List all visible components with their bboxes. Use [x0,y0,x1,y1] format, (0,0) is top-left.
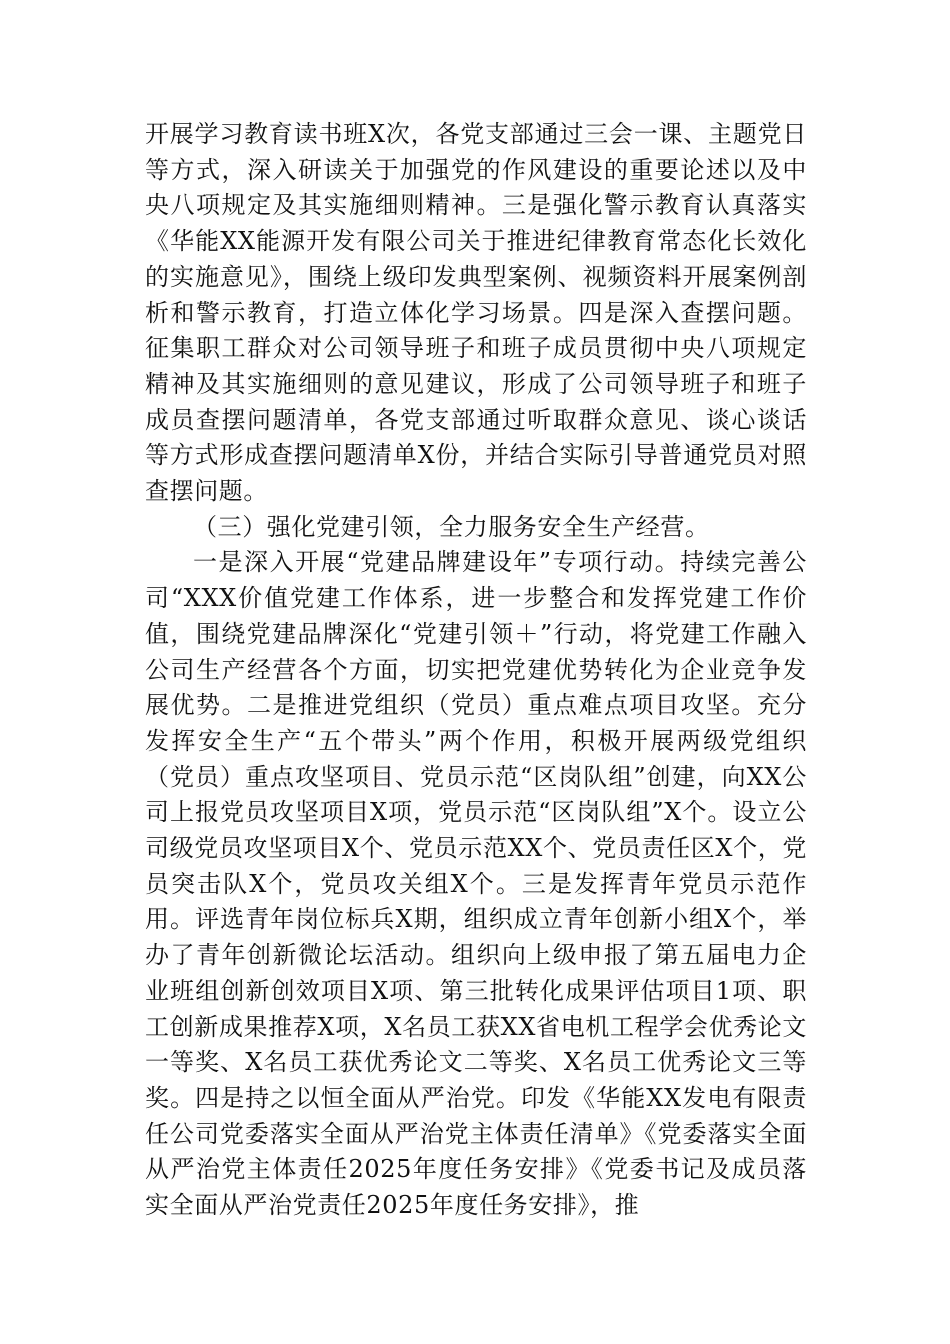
paragraph-continuation: 开展学习教育读书班X次，各党支部通过三会一课、主题党日等方式，深入研读关于加强党的作风建设的重要论述以及中央八项规定及其实施细则精神。三是强化警示教育认真落实《华能XX能源开发有限公司关于推进纪律教育常态化长效化的实施意见》，围绕上级印发典型案例、视频资料开展案例剖析和警示教育，打造立体化学习场景。四是深入查摆问题。征集职工群众对公司领导班子和班子成员贯彻中央八项规定精神及其实施细则的意见建议，形成了公司领导班子和班子成员查摆问题清单，各党支部通过听取群众意见、谈心谈话等方式形成查摆问题清单X份，并结合实际引导普通党员对照查摆问题。 [145,120,807,506]
section-heading: （三）强化党建引领，全力服务安全生产经营。 [193,512,710,541]
document-body [145,117,807,1224]
paragraph-section-body: 一是深入开展“党建品牌建设年”专项行动。持续完善公司“XXX价值党建工作体系，进一步整合和发挥党建工作价值，围绕党建品牌深化“党建引领＋”行动，将党建工作融入公司生产经营各个方面，切实把党建优势转化为企业竞争发展优势。二是推进党组织（党员）重点难点项目攻坚。充分发挥安全生产“五个带头”两个作用，积极开展两级党组织（党员）重点攻坚项目、党员示范“区岗队组”创建，向XX公司上报党员攻坚项目X项，党员示范“区岗队组”X个。设立公司级党员攻坚项目X个、党员示范XX个、党员责任区X个，党员突击队X个，党员攻关组X个。三是发挥青年党员示范作用。评选青年岗位标兵X期，组织成立青年创新小组X个，举办了青年创新微论坛活动。组织向上级申报了第五届电力企业班组创新创效项目X项、第三批转化成果评估项目1项、职工创新成果推荐X项，X名员工获XX省电机工程学会优秀论文一等奖、X名员工获优秀论文二等奖、X名员工优秀论文三等奖。四是持之以恒全面从严治党。印发《华能XX发电有限责任公司党委落实全面从严治党主体责任清单》《党委落实全面从严治党主体责任2025年度任务安排》《党委书记及成员落实全面从严治党责任2025年度任务安排》，推 [145,548,807,1220]
